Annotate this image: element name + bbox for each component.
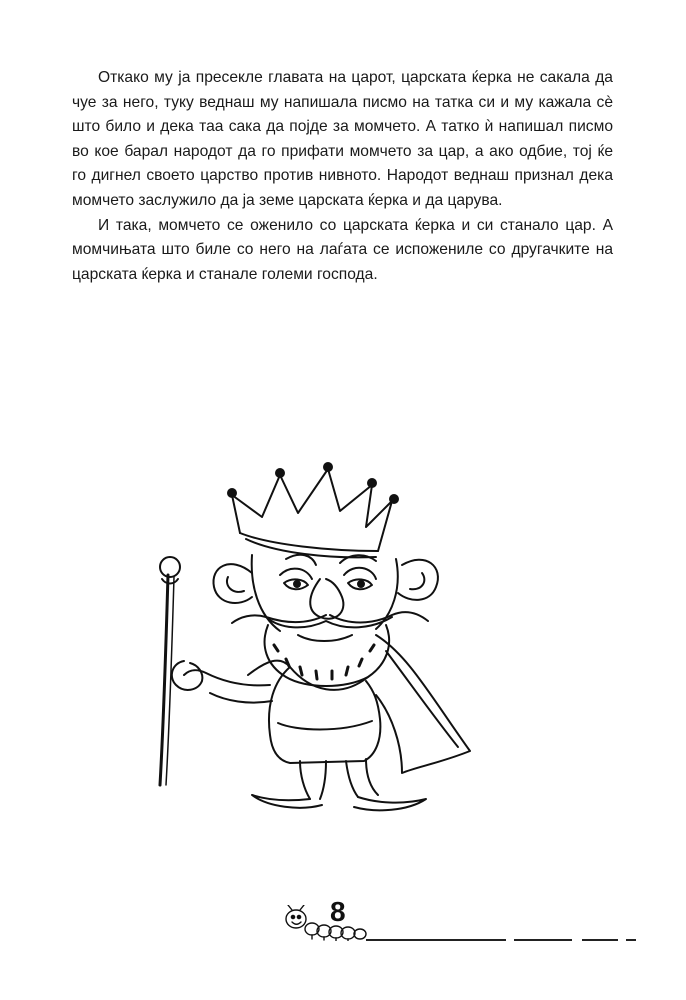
beard (265, 625, 390, 686)
legs (300, 759, 378, 799)
footer-line-1 (366, 939, 506, 941)
mustache (232, 612, 428, 623)
left-shoe (252, 795, 322, 808)
right-ear (398, 560, 438, 600)
page-number: 8 (330, 896, 346, 927)
paragraph-2: И така, момчето се оженило со царската ќерка и си станало цар. А момчињата што биле со него на лаѓата се испожениле со другачките на царската ќерка и станале големи господа. (72, 216, 613, 283)
hand (172, 661, 203, 690)
footer-line-3 (582, 939, 618, 941)
crown (228, 463, 398, 557)
paragraph-1: Откако му ја пресекле главата на царот, царската ќерка не сакала да чуе за него, туку веднаш му напишала писмо на татка си и му кажала сè што било и дека таа сака да појде за момчето. А татко ѝ напишал писмо во кое барал народот да го прифати момчето за цар, а ако одбие, тој ќе го дигнел своето царство против нивното. Народот веднаш признал дека момчето заслужило да ја земе царската ќерка и да царува. (72, 69, 613, 209)
nose (310, 579, 343, 619)
footer-line-2 (514, 939, 572, 941)
footer-line-4 (626, 939, 636, 941)
king-illustration (140, 455, 490, 815)
right-shoe (354, 797, 426, 810)
page-footer (282, 895, 642, 955)
caterpillar-icon (282, 905, 372, 941)
king-drawing (140, 455, 490, 815)
scepter (160, 575, 168, 785)
story-text (72, 66, 613, 287)
arm (184, 670, 270, 685)
left-ear (213, 564, 252, 603)
robe (269, 667, 380, 763)
